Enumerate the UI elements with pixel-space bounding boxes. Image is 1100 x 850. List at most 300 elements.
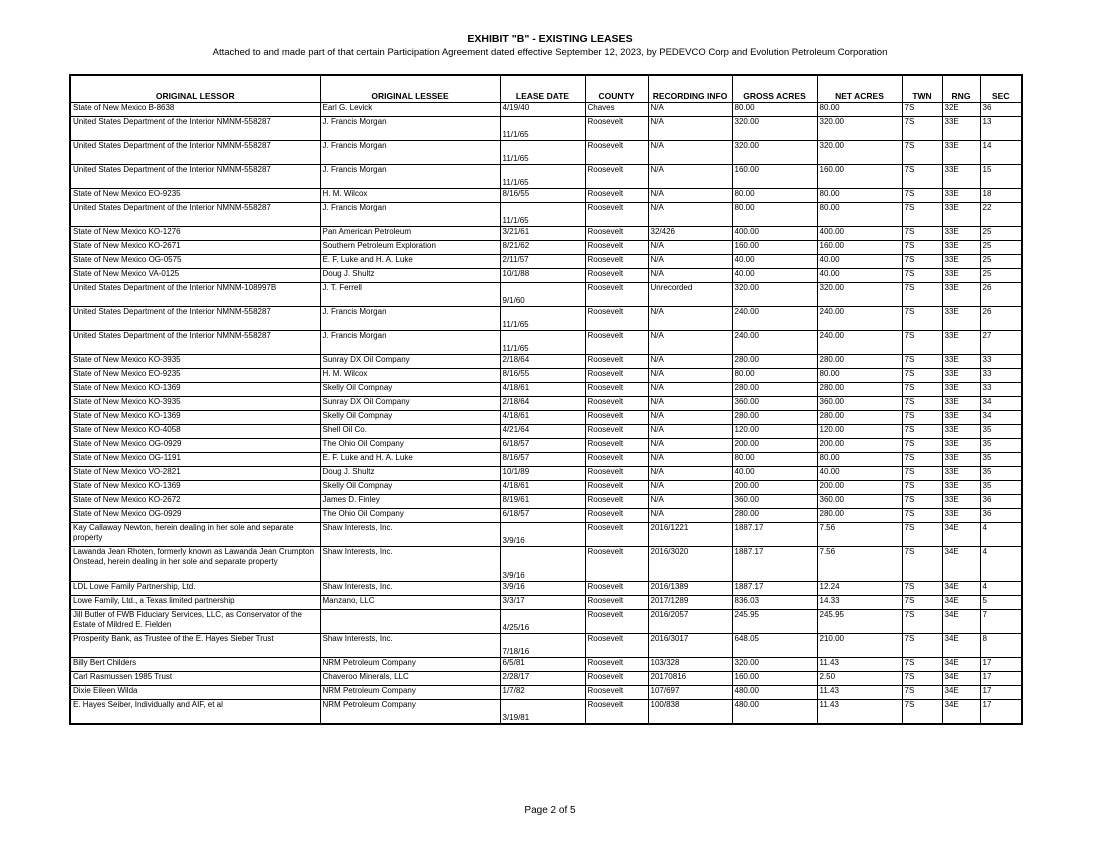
column-header: RNG	[942, 75, 980, 103]
cell-date: 2/18/64	[500, 397, 585, 411]
column-header: RECORDING INFO	[648, 75, 732, 103]
cell-rec: 107/697	[648, 686, 732, 700]
cell-twn: 7S	[902, 189, 942, 203]
cell-county: Roosevelt	[585, 117, 648, 141]
column-header: NET ACRES	[817, 75, 902, 103]
cell-lessor: State of New Mexico OG-0575	[70, 255, 320, 269]
cell-rec: N/A	[648, 189, 732, 203]
cell-date: 4/19/40	[500, 103, 585, 117]
cell-lessor: United States Department of the Interior NMNM-108997B	[70, 283, 320, 307]
cell-county: Roosevelt	[585, 582, 648, 596]
cell-gross: 360.00	[732, 397, 817, 411]
cell-sec: 26	[980, 307, 1022, 331]
cell-twn: 7S	[902, 355, 942, 369]
cell-twn: 7S	[902, 331, 942, 355]
cell-lessee: Shell Oil Co.	[320, 425, 500, 439]
cell-gross: 245.95	[732, 610, 817, 634]
cell-sec: 35	[980, 481, 1022, 495]
cell-net: 200.00	[817, 481, 902, 495]
cell-lessee	[320, 610, 500, 634]
cell-lessee: Shaw Interests, Inc.	[320, 547, 500, 582]
cell-sec: 36	[980, 509, 1022, 523]
cell-rng: 33E	[942, 467, 980, 481]
cell-county: Roosevelt	[585, 283, 648, 307]
cell-rng: 34E	[942, 523, 980, 547]
cell-rec: N/A	[648, 369, 732, 383]
cell-date: 2/18/64	[500, 355, 585, 369]
cell-net: 80.00	[817, 103, 902, 117]
cell-sec: 4	[980, 582, 1022, 596]
cell-lessor: E. Hayes Seiber, Individually and AIF, et al	[70, 700, 320, 725]
table-row	[70, 495, 1022, 509]
cell-rec: N/A	[648, 411, 732, 425]
table-row	[70, 331, 1022, 355]
cell-net: 240.00	[817, 331, 902, 355]
cell-rng: 33E	[942, 331, 980, 355]
cell-lessor: State of New Mexico KO-3935	[70, 397, 320, 411]
cell-county: Chaves	[585, 103, 648, 117]
table-row	[70, 658, 1022, 672]
column-header: SEC	[980, 75, 1022, 103]
cell-date: 2/28/17	[500, 672, 585, 686]
cell-rng: 33E	[942, 355, 980, 369]
cell-lessee: Doug J. Shultz	[320, 467, 500, 481]
cell-gross: 1887.17	[732, 547, 817, 582]
cell-lessee: Skelly Oil Compnay	[320, 481, 500, 495]
cell-date: 8/19/61	[500, 495, 585, 509]
cell-net: 245.95	[817, 610, 902, 634]
cell-date: 6/5/81	[500, 658, 585, 672]
cell-lessor: Carl Rasmussen 1985 Trust	[70, 672, 320, 686]
cell-lessor: United States Department of the Interior NMNM-558287	[70, 307, 320, 331]
cell-county: Roosevelt	[585, 241, 648, 255]
cell-lessee: J. Francis Morgan	[320, 165, 500, 189]
cell-twn: 7S	[902, 495, 942, 509]
cell-date: 3/9/16	[500, 582, 585, 596]
cell-sec: 35	[980, 453, 1022, 467]
cell-lessee: J. Francis Morgan	[320, 331, 500, 355]
cell-sec: 17	[980, 672, 1022, 686]
cell-lessor: Lawanda Jean Rhoten, formerly known as Lawanda Jean Crumpton Onstead, herein dealing in her sole and separate property	[70, 547, 320, 582]
table-body	[70, 103, 1022, 725]
cell-net: 120.00	[817, 425, 902, 439]
cell-rng: 33E	[942, 481, 980, 495]
cell-gross: 280.00	[732, 509, 817, 523]
cell-rng: 33E	[942, 203, 980, 227]
cell-date: 4/18/61	[500, 383, 585, 397]
cell-net: 11.43	[817, 700, 902, 725]
cell-net: 11.43	[817, 658, 902, 672]
cell-lessee: Shaw Interests, Inc.	[320, 582, 500, 596]
cell-rng: 34E	[942, 582, 980, 596]
cell-net: 80.00	[817, 189, 902, 203]
cell-county: Roosevelt	[585, 634, 648, 658]
cell-gross: 40.00	[732, 269, 817, 283]
cell-net: 7.56	[817, 547, 902, 582]
cell-twn: 7S	[902, 383, 942, 397]
cell-rng: 33E	[942, 397, 980, 411]
cell-net: 360.00	[817, 495, 902, 509]
cell-rng: 33E	[942, 495, 980, 509]
cell-rec: 2017/1289	[648, 596, 732, 610]
cell-date: 3/9/16	[500, 523, 585, 547]
cell-sec: 17	[980, 658, 1022, 672]
cell-net: 80.00	[817, 203, 902, 227]
cell-rec: N/A	[648, 453, 732, 467]
cell-lessor: United States Department of the Interior NMNM-558287	[70, 141, 320, 165]
cell-county: Roosevelt	[585, 658, 648, 672]
cell-rec: 32/426	[648, 227, 732, 241]
cell-lessee: Skelly Oil Compnay	[320, 383, 500, 397]
cell-lessor: LDL Lowe Family Partnership, Ltd.	[70, 582, 320, 596]
cell-twn: 7S	[902, 103, 942, 117]
cell-county: Roosevelt	[585, 203, 648, 227]
cell-lessee: NRM Petroleum Company	[320, 700, 500, 725]
cell-net: 360.00	[817, 397, 902, 411]
cell-lessee: Chaveroo Minerals, LLC	[320, 672, 500, 686]
cell-net: 11.43	[817, 686, 902, 700]
page-number: Page 2 of 5	[524, 805, 576, 816]
cell-twn: 7S	[902, 439, 942, 453]
table-row	[70, 355, 1022, 369]
cell-county: Roosevelt	[585, 141, 648, 165]
cell-date: 7/18/16	[500, 634, 585, 658]
cell-twn: 7S	[902, 686, 942, 700]
cell-twn: 7S	[902, 672, 942, 686]
cell-net: 80.00	[817, 453, 902, 467]
cell-gross: 836.03	[732, 596, 817, 610]
cell-county: Roosevelt	[585, 307, 648, 331]
table-row	[70, 686, 1022, 700]
cell-lessor: Jill Butler of FWB Fiduciary Services, LLC, as Conservator of the Estate of Mildred E. Fielden	[70, 610, 320, 634]
cell-rng: 33E	[942, 117, 980, 141]
cell-twn: 7S	[902, 453, 942, 467]
cell-rng: 34E	[942, 547, 980, 582]
cell-lessor: State of New Mexico B-8638	[70, 103, 320, 117]
cell-date: 6/18/57	[500, 509, 585, 523]
table-row	[70, 467, 1022, 481]
table-row	[70, 523, 1022, 547]
cell-lessor: State of New Mexico OG-0929	[70, 439, 320, 453]
table-row	[70, 165, 1022, 189]
cell-rec: N/A	[648, 241, 732, 255]
cell-date: 10/1/88	[500, 269, 585, 283]
cell-net: 280.00	[817, 383, 902, 397]
table-row	[70, 439, 1022, 453]
cell-twn: 7S	[902, 481, 942, 495]
cell-lessor: Dixie Eileen Wilda	[70, 686, 320, 700]
cell-twn: 7S	[902, 397, 942, 411]
cell-county: Roosevelt	[585, 547, 648, 582]
cell-rec: 2016/1221	[648, 523, 732, 547]
table-row	[70, 141, 1022, 165]
cell-sec: 17	[980, 700, 1022, 725]
exhibit-title: EXHIBIT "B" - EXISTING LEASES	[467, 33, 633, 45]
cell-twn: 7S	[902, 596, 942, 610]
cell-gross: 240.00	[732, 307, 817, 331]
cell-sec: 25	[980, 241, 1022, 255]
cell-net: 280.00	[817, 355, 902, 369]
cell-county: Roosevelt	[585, 495, 648, 509]
table-row	[70, 397, 1022, 411]
table-row	[70, 582, 1022, 596]
cell-net: 240.00	[817, 307, 902, 331]
cell-gross: 400.00	[732, 227, 817, 241]
cell-date: 11/1/65	[500, 307, 585, 331]
table-row	[70, 189, 1022, 203]
cell-rec: N/A	[648, 439, 732, 453]
cell-date: 4/25/16	[500, 610, 585, 634]
table-row	[70, 227, 1022, 241]
cell-date: 4/21/64	[500, 425, 585, 439]
table-row	[70, 453, 1022, 467]
cell-rng: 33E	[942, 425, 980, 439]
cell-lessee: NRM Petroleum Company	[320, 658, 500, 672]
cell-rec: N/A	[648, 383, 732, 397]
cell-gross: 1887.17	[732, 523, 817, 547]
cell-lessee: H. M. Wilcox	[320, 369, 500, 383]
cell-twn: 7S	[902, 425, 942, 439]
cell-date: 9/1/60	[500, 283, 585, 307]
cell-net: 400.00	[817, 227, 902, 241]
cell-twn: 7S	[902, 634, 942, 658]
cell-twn: 7S	[902, 307, 942, 331]
cell-twn: 7S	[902, 610, 942, 634]
cell-net: 200.00	[817, 439, 902, 453]
cell-county: Roosevelt	[585, 467, 648, 481]
cell-rng: 33E	[942, 369, 980, 383]
cell-rec: N/A	[648, 307, 732, 331]
cell-rec: N/A	[648, 481, 732, 495]
cell-lessor: State of New Mexico VA-0125	[70, 269, 320, 283]
cell-date: 11/1/65	[500, 141, 585, 165]
cell-sec: 25	[980, 227, 1022, 241]
cell-county: Roosevelt	[585, 227, 648, 241]
cell-sec: 8	[980, 634, 1022, 658]
cell-gross: 80.00	[732, 189, 817, 203]
cell-sec: 17	[980, 686, 1022, 700]
cell-twn: 7S	[902, 283, 942, 307]
cell-lessor: State of New Mexico EO-9235	[70, 369, 320, 383]
cell-lessee: Sunray DX Oil Company	[320, 397, 500, 411]
cell-rec: N/A	[648, 509, 732, 523]
column-header: LEASE DATE	[500, 75, 585, 103]
cell-sec: 35	[980, 439, 1022, 453]
cell-lessor: State of New Mexico KO-2672	[70, 495, 320, 509]
cell-date: 1/7/82	[500, 686, 585, 700]
cell-date: 2/11/57	[500, 255, 585, 269]
cell-twn: 7S	[902, 227, 942, 241]
cell-gross: 80.00	[732, 103, 817, 117]
cell-rec: 100/838	[648, 700, 732, 725]
table-row	[70, 369, 1022, 383]
cell-rng: 33E	[942, 189, 980, 203]
cell-lessee: Earl G. Levick	[320, 103, 500, 117]
cell-lessee: E. F. Luke and H. A. Luke	[320, 453, 500, 467]
cell-lessee: J. Francis Morgan	[320, 203, 500, 227]
cell-rng: 33E	[942, 307, 980, 331]
cell-lessee: H. M. Wilcox	[320, 189, 500, 203]
cell-net: 280.00	[817, 411, 902, 425]
cell-date: 4/18/61	[500, 481, 585, 495]
cell-gross: 320.00	[732, 283, 817, 307]
cell-lessee: Manzano, LLC	[320, 596, 500, 610]
cell-rec: 2016/3017	[648, 634, 732, 658]
cell-lessor: State of New Mexico KO-2671	[70, 241, 320, 255]
cell-date: 8/16/55	[500, 369, 585, 383]
cell-lessor: State of New Mexico KO-3935	[70, 355, 320, 369]
cell-gross: 360.00	[732, 495, 817, 509]
cell-gross: 480.00	[732, 700, 817, 725]
cell-date: 8/21/62	[500, 241, 585, 255]
cell-lessor: United States Department of the Interior NMNM-558287	[70, 117, 320, 141]
cell-sec: 13	[980, 117, 1022, 141]
cell-date: 8/16/55	[500, 189, 585, 203]
cell-county: Roosevelt	[585, 610, 648, 634]
cell-rng: 33E	[942, 283, 980, 307]
cell-rec: N/A	[648, 103, 732, 117]
cell-sec: 33	[980, 355, 1022, 369]
table-row	[70, 547, 1022, 582]
cell-sec: 5	[980, 596, 1022, 610]
table-row	[70, 596, 1022, 610]
cell-county: Roosevelt	[585, 672, 648, 686]
cell-net: 160.00	[817, 241, 902, 255]
cell-twn: 7S	[902, 255, 942, 269]
cell-county: Roosevelt	[585, 700, 648, 725]
cell-lessee: Skelly Oil Compnay	[320, 411, 500, 425]
cell-gross: 280.00	[732, 383, 817, 397]
table-row	[70, 700, 1022, 725]
cell-twn: 7S	[902, 369, 942, 383]
cell-gross: 1887.17	[732, 582, 817, 596]
cell-sec: 18	[980, 189, 1022, 203]
cell-gross: 80.00	[732, 203, 817, 227]
cell-lessee: James D. Finley	[320, 495, 500, 509]
cell-sec: 4	[980, 547, 1022, 582]
cell-gross: 320.00	[732, 117, 817, 141]
cell-lessor: State of New Mexico KO-1369	[70, 481, 320, 495]
cell-gross: 480.00	[732, 686, 817, 700]
cell-county: Roosevelt	[585, 189, 648, 203]
cell-rng: 33E	[942, 453, 980, 467]
cell-twn: 7S	[902, 509, 942, 523]
table-row	[70, 509, 1022, 523]
cell-rec: 2016/3020	[648, 547, 732, 582]
cell-county: Roosevelt	[585, 453, 648, 467]
cell-gross: 280.00	[732, 411, 817, 425]
cell-date: 11/1/65	[500, 165, 585, 189]
cell-gross: 160.00	[732, 165, 817, 189]
cell-lessor: State of New Mexico KO-1369	[70, 411, 320, 425]
cell-net: 210.00	[817, 634, 902, 658]
cell-sec: 35	[980, 425, 1022, 439]
column-header: ORIGINAL LESSOR	[70, 75, 320, 103]
column-header: ORIGINAL LESSEE	[320, 75, 500, 103]
cell-rec: N/A	[648, 141, 732, 165]
cell-lessee: Shaw Interests, Inc.	[320, 523, 500, 547]
cell-rng: 33E	[942, 509, 980, 523]
cell-gross: 80.00	[732, 453, 817, 467]
cell-rng: 34E	[942, 700, 980, 725]
cell-date: 11/1/65	[500, 203, 585, 227]
cell-lessee: J. T. Ferrell	[320, 283, 500, 307]
cell-date: 3/21/61	[500, 227, 585, 241]
cell-sec: 26	[980, 283, 1022, 307]
table-row	[70, 307, 1022, 331]
cell-county: Roosevelt	[585, 481, 648, 495]
cell-rec: 2016/1389	[648, 582, 732, 596]
cell-rec: N/A	[648, 255, 732, 269]
cell-rec: N/A	[648, 117, 732, 141]
cell-lessee: J. Francis Morgan	[320, 307, 500, 331]
cell-lessee: NRM Petroleum Company	[320, 686, 500, 700]
cell-net: 40.00	[817, 467, 902, 481]
cell-gross: 200.00	[732, 481, 817, 495]
cell-gross: 320.00	[732, 658, 817, 672]
table-row	[70, 383, 1022, 397]
table-row	[70, 610, 1022, 634]
cell-county: Roosevelt	[585, 509, 648, 523]
cell-sec: 33	[980, 383, 1022, 397]
cell-county: Roosevelt	[585, 439, 648, 453]
cell-lessee: Pan American Petroleum	[320, 227, 500, 241]
column-header: TWN	[902, 75, 942, 103]
exhibit-subtitle: Attached to and made part of that certain Participation Agreement dated effective September 12, 2023, by PEDEVCO Corp and Evolution Petroleum Corporation	[212, 47, 888, 58]
cell-rec: 20170816	[648, 672, 732, 686]
cell-sec: 4	[980, 523, 1022, 547]
cell-rng: 34E	[942, 610, 980, 634]
cell-county: Roosevelt	[585, 165, 648, 189]
cell-lessee: The Ohio Oil Company	[320, 439, 500, 453]
cell-twn: 7S	[902, 700, 942, 725]
table-row	[70, 255, 1022, 269]
cell-net: 7.56	[817, 523, 902, 547]
cell-gross: 160.00	[732, 241, 817, 255]
cell-lessor: United States Department of the Interior NMNM-558287	[70, 165, 320, 189]
cell-county: Roosevelt	[585, 596, 648, 610]
table-row	[70, 117, 1022, 141]
cell-date: 8/16/57	[500, 453, 585, 467]
cell-lessee: Southern Petroleum Exploration	[320, 241, 500, 255]
cell-sec: 36	[980, 495, 1022, 509]
cell-lessor: State of New Mexico KO-1369	[70, 383, 320, 397]
cell-lessee: J. Francis Morgan	[320, 141, 500, 165]
cell-lessee: J. Francis Morgan	[320, 117, 500, 141]
cell-county: Roosevelt	[585, 355, 648, 369]
cell-rng: 33E	[942, 269, 980, 283]
table-row	[70, 672, 1022, 686]
cell-rec: N/A	[648, 355, 732, 369]
cell-rng: 34E	[942, 596, 980, 610]
cell-rng: 34E	[942, 672, 980, 686]
cell-date: 11/1/65	[500, 331, 585, 355]
cell-gross: 160.00	[732, 672, 817, 686]
cell-rec: 2016/2057	[648, 610, 732, 634]
cell-twn: 7S	[902, 658, 942, 672]
cell-net: 14.33	[817, 596, 902, 610]
cell-rng: 34E	[942, 658, 980, 672]
cell-net: 320.00	[817, 283, 902, 307]
cell-rng: 33E	[942, 383, 980, 397]
cell-sec: 27	[980, 331, 1022, 355]
cell-net: 40.00	[817, 255, 902, 269]
table-row	[70, 103, 1022, 117]
cell-sec: 25	[980, 269, 1022, 283]
cell-net: 280.00	[817, 509, 902, 523]
cell-county: Roosevelt	[585, 331, 648, 355]
cell-date: 3/9/16	[500, 547, 585, 582]
